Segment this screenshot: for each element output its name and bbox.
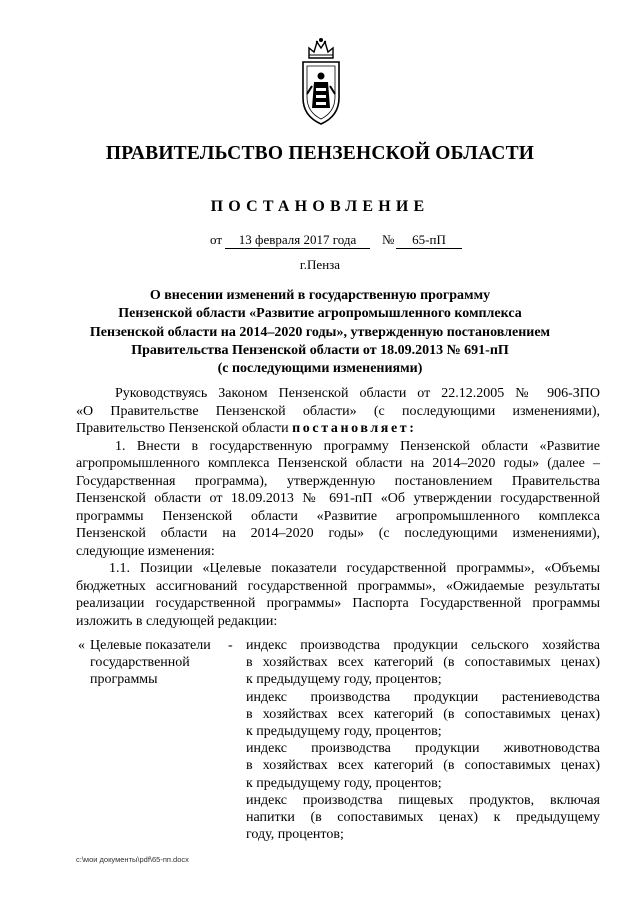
- body-text-fragment: Правительство Пензенской области: [76, 421, 289, 436]
- body-line: бюджетных ассигнований государственной программы», «Ожидаемые результаты: [76, 578, 600, 594]
- body-line: Государственная программа), утвержденную постановлением Правительства: [76, 473, 600, 489]
- body-text: [76, 385, 600, 630]
- body-line: следующие изменения:: [76, 543, 215, 559]
- value-line: индекс производства пищевых продуктов, включая: [246, 792, 600, 808]
- body-line: Руководствуясь Законом Пензенской области от 22.12.2005 № 906-ЗПО: [115, 386, 600, 401]
- label-line: государственной: [90, 655, 190, 671]
- date-line: [0, 232, 640, 252]
- body-line: «О Правительстве Пензенской области» (с последующими изменениями),: [76, 403, 600, 419]
- body-line: реализации государственной программы» Паспорта Государственной программы: [76, 596, 600, 611]
- label-line: Целевые показатели: [90, 638, 211, 653]
- body-line: Пензенской области от 18.09.2013 № 691-пП «Об утверждении государственной: [76, 491, 600, 506]
- subject-line: О внесении изменений в государственную программу: [149, 288, 491, 303]
- value-line: к предыдущему году, процентов;: [246, 672, 442, 688]
- body-line: изложить в следующей редакции:: [76, 613, 278, 629]
- number-prefix: №: [382, 232, 395, 247]
- value-line: году, процентов;: [246, 827, 344, 843]
- table-label: [90, 637, 230, 689]
- coat-of-arms-emblem: [297, 36, 345, 128]
- value-line: индекс производства продукции растениеводства: [246, 689, 600, 705]
- file-path-footer: c:\мои документы\pdf\65-пп.docx: [76, 855, 189, 864]
- body-line: агропромышленного комплекса Пензенской области на 2014–2020 годы» (далее –: [76, 456, 600, 471]
- table-value-cell: [246, 637, 600, 843]
- separator-dash: -: [228, 638, 233, 653]
- value-line: напитки (в сопоставимых ценах) к предыдущему: [246, 809, 600, 825]
- value-line: в хозяйствах всех категорий (в сопоставимых ценах): [246, 655, 600, 671]
- resolves-word: постановляет:: [292, 421, 417, 436]
- value-line: в хозяйствах всех категорий (в сопоставимых ценах): [246, 758, 600, 774]
- body-line: 1.1. Позиции «Целевые показатели государственной программы», «Объемы: [109, 561, 600, 576]
- value-line: к предыдущему году, процентов;: [246, 723, 442, 739]
- decree-date: 13 февраля 2017 года: [225, 232, 370, 249]
- decree-number: 65-пП: [396, 232, 462, 249]
- value-line: к предыдущему году, процентов;: [246, 775, 442, 791]
- value-line: в хозяйствах всех категорий (в сопоставимых ценах): [246, 706, 600, 722]
- government-title: ПРАВИТЕЛЬСТВО ПЕНЗЕНСКОЙ ОБЛАСТИ: [105, 143, 535, 164]
- body-line: [76, 420, 600, 438]
- body-line: 1. Внести в государственную программу Пензенской области «Развитие: [115, 438, 600, 454]
- decree-subject: [60, 287, 580, 378]
- subject-line: Правительства Пензенской области от 18.09.2013 № 691-пП: [131, 342, 509, 358]
- label-line: программы: [90, 672, 158, 688]
- subject-line: Пензенской области на 2014–2020 годы», утвержденную постановлением: [89, 324, 551, 340]
- opening-quote: «: [78, 638, 85, 653]
- date-prefix: от: [210, 232, 223, 247]
- value-line: индекс производства продукции сельского хозяйства: [246, 638, 600, 653]
- body-line: программы Пензенской области «Развитие агропромышленного комплекса: [76, 508, 600, 524]
- value-line: индекс производства продукции животноводства: [246, 741, 600, 757]
- subject-line: Пензенской области «Развитие агропромышленного комплекса: [118, 306, 522, 322]
- body-line: Пензенской области на 2014–2020 годы» (с последующими изменениями),: [76, 526, 600, 541]
- city: г.Пенза: [299, 257, 341, 272]
- document-type: ПОСТАНОВЛЕНИЕ: [210, 198, 430, 215]
- subject-line: (с последующими изменениями): [217, 361, 423, 377]
